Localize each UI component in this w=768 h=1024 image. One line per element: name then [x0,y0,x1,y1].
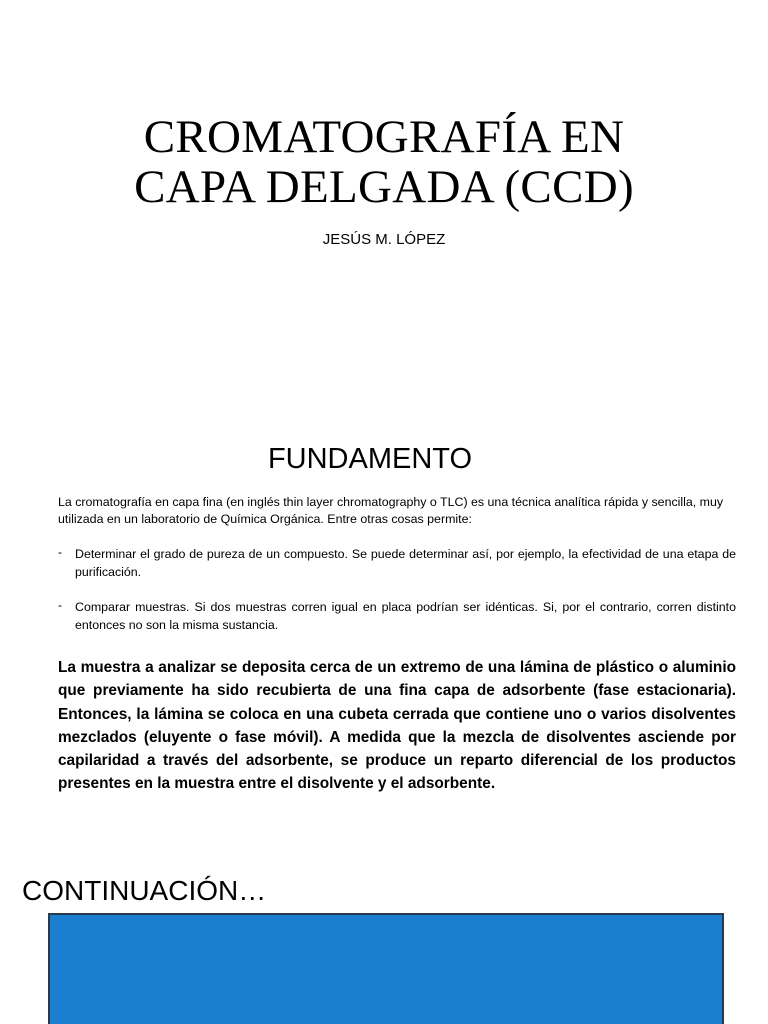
bullet-marker: - [58,598,63,612]
document-title-line-1: CROMATOGRAFÍA EN [143,111,625,163]
list-item-text: Comparar muestras. Si dos muestras corren igual en placa podrían ser idénticas. Si, por el contrario, corren distinto entonces no son la misma sustancia. [75,600,736,632]
document-title [0,112,768,212]
section-heading: FUNDAMENTO [267,443,473,475]
image-panel [48,913,724,1024]
author-name: JESÚS M. LÓPEZ [322,231,446,248]
bold-paragraph: La muestra a analizar se deposita cerca de un extremo de una lámina de plástico o aluminio que previamente ha sido recubierta de una fina capa de adsorbente (fase estacionaria). Entonces, la lámina se coloca en una cubeta cerrada que contiene uno o varios disolventes mezclados (eluyente o fase móvil). A medida que la mezcla de disolventes asciende por capilaridad a través del adsorbente, se produce un reparto diferencial de los productos presentes en la muestra entre el disolvente y el adsorbente. [58,659,736,793]
document-title-line-2: CAPA DELGADA (CCD) [134,161,634,213]
bullet-marker: - [58,545,63,559]
continuation-heading: CONTINUACIÓN… [22,875,267,906]
list-item-text: Determinar el grado de pureza de un compuesto. Se puede determinar así, por ejemplo, la efectividad de una etapa de purificación. [75,547,736,579]
bullet-list [58,545,736,651]
intro-paragraph: La cromatografía en capa fina (en inglés thin layer chromatography o TLC) es una técnica analítica rápida y sencilla, muy utilizada en un laboratorio de Química Orgánica. Entre otras cosas permite: [58,495,724,526]
list-item [58,598,736,634]
list-item [58,545,736,581]
